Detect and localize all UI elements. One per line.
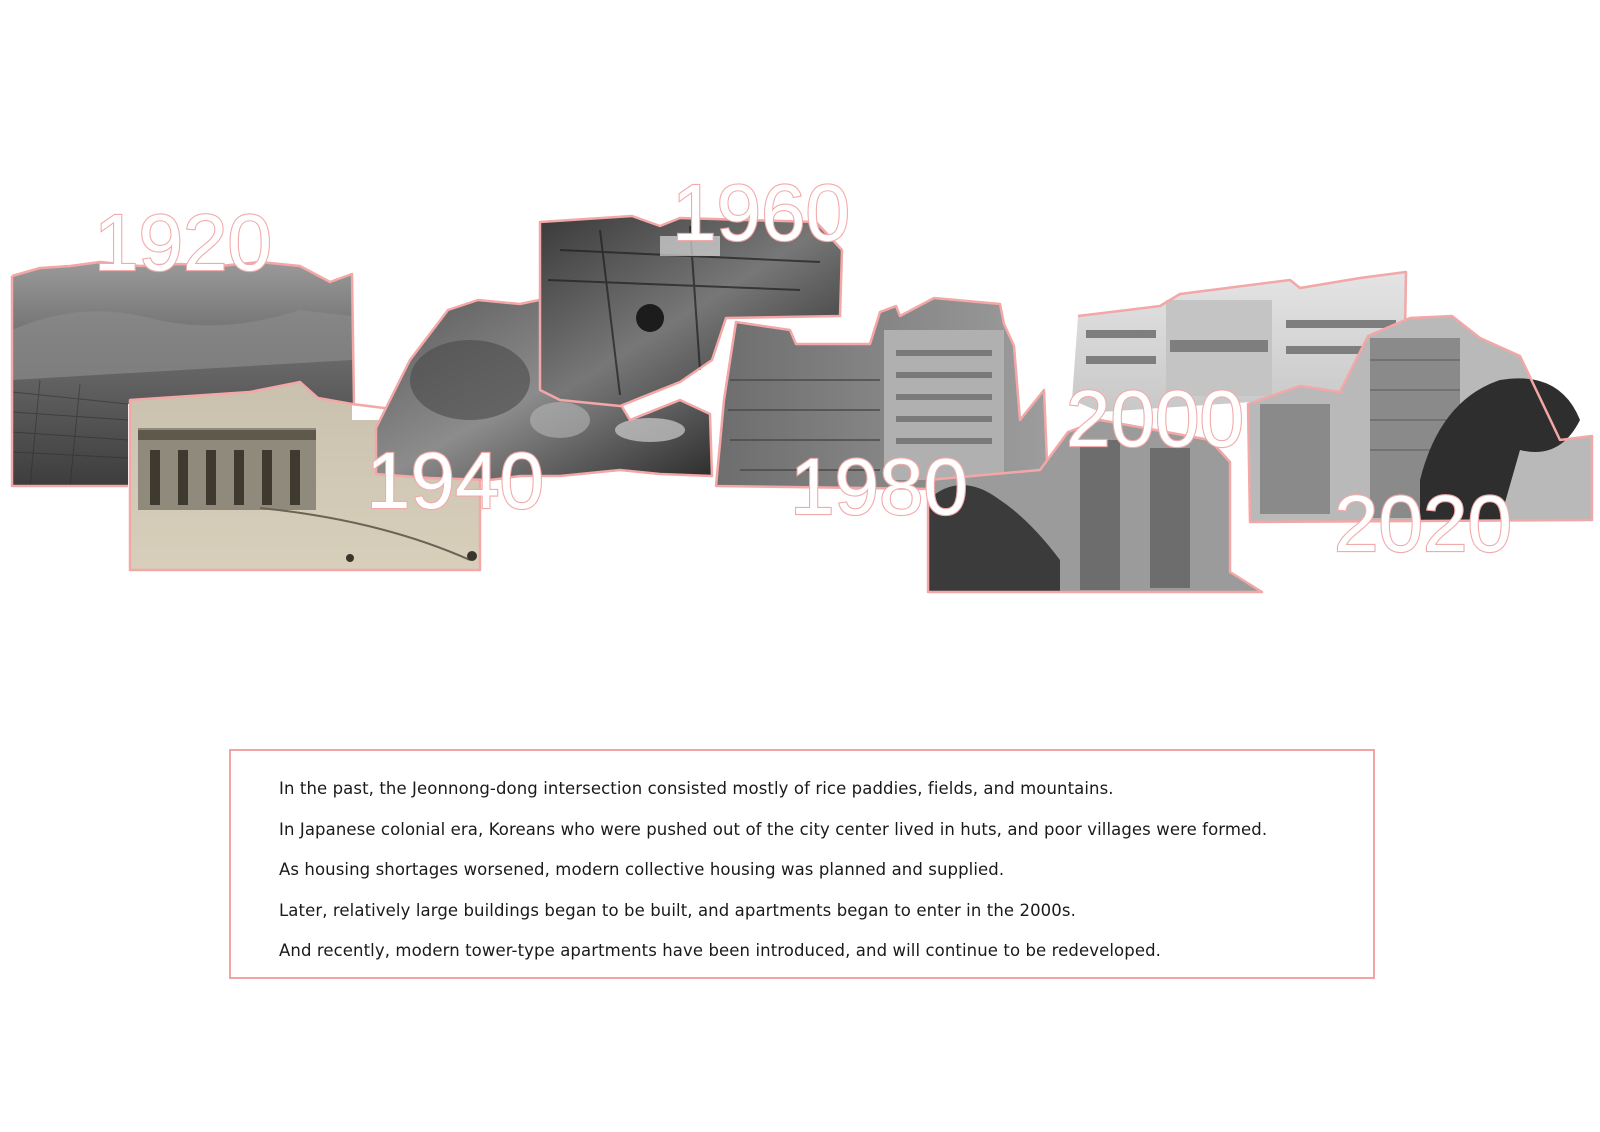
caption-text: [279, 769, 1267, 972]
year-label-1960: 1960: [672, 168, 850, 257]
caption-line: And recently, modern tower-type apartments have been introduced, and will continue to be redeveloped.: [279, 941, 1161, 960]
caption-line: As housing shortages worsened, modern collective housing was planned and supplied.: [279, 860, 1005, 879]
year-label-2020: 2020: [1334, 479, 1512, 568]
caption-line: Later, relatively large buildings began to be built, and apartments began to enter in the 2000s.: [279, 900, 1076, 920]
caption-line: In the past, the Jeonnong-dong intersection consisted mostly of rice paddies, fields, and mountains.: [279, 779, 1114, 798]
caption-box: [229, 749, 1375, 979]
year-label-1920: 1920: [94, 198, 272, 287]
year-label-1980: 1980: [790, 442, 968, 531]
year-label-2000: 2000: [1066, 374, 1244, 463]
caption-line: In Japanese colonial era, Koreans who were pushed out of the city center lived in huts, and poor villages were formed.: [279, 819, 1268, 839]
year-label-1940: 1940: [366, 436, 544, 525]
